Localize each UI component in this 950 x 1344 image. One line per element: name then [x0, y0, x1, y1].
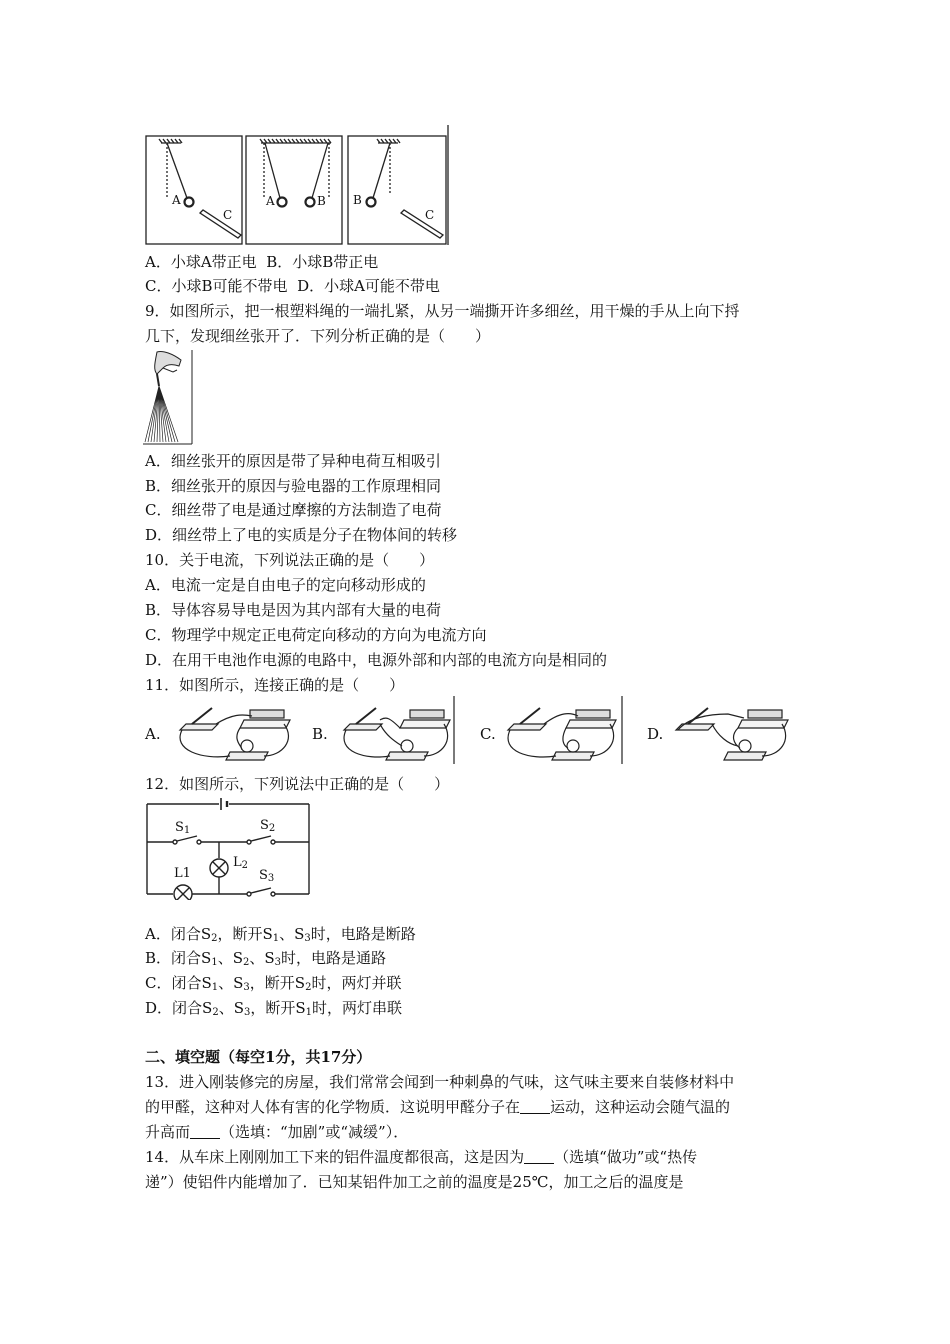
q10-option-c: C．物理学中规定正电荷定向移动的方向为电流方向 — [145, 626, 487, 644]
q14-line1 — [145, 1147, 697, 1167]
q12-b-s1: 1 — [211, 957, 218, 968]
q14-line1-part2: （选填“做功”或“热传 — [554, 1148, 698, 1166]
q12-d-t4: 时，两灯串联 — [312, 999, 403, 1017]
q12-option-c — [145, 973, 401, 998]
q12-circuit — [143, 796, 313, 900]
q9-option-d: D．细丝带上了电的实质是分子在物体间的转移 — [145, 526, 458, 544]
q12-stem: 12．如图所示，下列说法中正确的是（ ） — [145, 775, 450, 793]
q12-s3-sub: 3 — [267, 873, 275, 884]
q12-l2-sub: 2 — [241, 860, 249, 871]
q13-line3 — [145, 1122, 408, 1142]
q13-line3-part1: 升高而 — [145, 1123, 191, 1141]
q13-line2-part1: 的甲醛，这种对人体有害的化学物质．这说明甲醛分子在 — [145, 1098, 521, 1116]
q14-blank-1[interactable] — [524, 1149, 554, 1164]
q8-label-b2: B — [317, 194, 326, 208]
q12-c-s1: 1 — [211, 982, 219, 993]
q12-a-t1: A．闭合S — [145, 925, 212, 943]
q14-line2: 递”）使铝件内能增加了．已知某铝件加工之前的温度是25℃，加工之后的温度是 — [145, 1173, 684, 1191]
q9-option-c: C．细丝带了电是通过摩擦的方法制造了电荷 — [145, 501, 442, 519]
section-2-title: 二、填空题（每空1分，共17分） — [145, 1048, 372, 1066]
q12-c-s2: 3 — [243, 982, 250, 993]
q12-s3-letter: S — [259, 868, 268, 883]
q8-option-d: D．小球A可能不带电 — [297, 277, 440, 295]
q8-option-c: C．小球B可能不带电 — [145, 277, 288, 295]
q12-d-t1: D．闭合S — [145, 999, 213, 1017]
q11-circuit-a — [172, 700, 294, 766]
q8-label-b3: B — [353, 193, 362, 207]
q13-blank-2[interactable] — [190, 1124, 220, 1139]
q9-figure — [143, 350, 195, 445]
q12-a-s2: 1 — [272, 933, 280, 944]
q12-d-t3: ，断开S — [250, 999, 306, 1017]
q12-b-t2: 、S — [217, 949, 243, 967]
q9-option-b: B．细丝张开的原因与验电器的工作原理相同 — [145, 477, 442, 495]
q12-label-l2 — [233, 855, 248, 871]
q12-d-s1: 2 — [212, 1007, 219, 1018]
q12-b-s2: 2 — [242, 957, 250, 968]
q12-s2-letter: S — [260, 818, 269, 833]
q10-option-d: D．在用干电池作电源的电路中，电源外部和内部的电流方向是相同的 — [145, 651, 608, 669]
q12-d-s2: 3 — [243, 1007, 251, 1018]
q9-stem-line2: 几下，发现细丝张开了．下列分析正确的是（ ） — [145, 327, 491, 345]
q13-line2 — [145, 1097, 730, 1117]
q12-c-t1: C．闭合S — [145, 974, 212, 992]
q12-c-t3: ，断开S — [249, 974, 306, 992]
q12-option-d — [145, 998, 402, 1023]
q10-option-a: A．电流一定是自由电子的定向移动形成的 — [145, 576, 426, 594]
q12-d-s3: 1 — [305, 1007, 312, 1018]
q8-option-b: B．小球B带正电 — [266, 253, 379, 271]
q12-c-s3: 2 — [305, 982, 312, 993]
q8-label-c1: C — [223, 208, 233, 222]
q11-circuit-c — [500, 696, 625, 766]
q13-line3-part2: （选填：“加剧”或“减缓”）． — [220, 1123, 409, 1141]
q12-s1-letter: S — [175, 820, 184, 835]
q12-label-l1: L1 — [174, 866, 191, 881]
q12-label-s3 — [259, 868, 274, 884]
q12-b-t3: 、S — [249, 949, 275, 967]
q12-a-s1: 2 — [211, 933, 218, 944]
q12-b-t1: B．闭合S — [145, 949, 212, 967]
q11-circuit-d — [668, 700, 792, 766]
q8-label-a1: A — [172, 193, 181, 207]
q11-option-a-label: A. — [145, 725, 161, 743]
q13-line2-part2: 运动，这种运动会随气温的 — [550, 1098, 731, 1116]
q12-option-b — [145, 948, 386, 973]
q10-option-b: B．导体容易导电是因为其内部有大量的电荷 — [145, 601, 442, 619]
q8-option-ab — [145, 252, 378, 272]
q12-a-t3: 、S — [279, 925, 305, 943]
q8-option-a: A．小球A带正电 — [145, 253, 257, 271]
q8-figure — [145, 125, 450, 247]
q12-a-t2: ，断开S — [217, 925, 273, 943]
q14-line1-part1: 14．从车床上刚刚加工下来的铝件温度都很高，这是因为 — [145, 1148, 525, 1166]
q12-l2-letter: L — [233, 855, 242, 870]
q8-label-a2: A — [266, 194, 275, 208]
q11-option-d-label: D. — [647, 725, 664, 743]
q9-option-a: A．细丝张开的原因是带了异种电荷互相吸引 — [145, 452, 441, 470]
q12-a-s3: 3 — [304, 933, 311, 944]
q8-label-c3: C — [425, 208, 435, 222]
q13-blank-1[interactable] — [520, 1099, 550, 1114]
q13-line1: 13．进入刚装修完的房屋，我们常常会闻到一种刺鼻的气味，这气味主要来自装修材料中 — [145, 1073, 735, 1091]
q11-option-b-label: B. — [312, 725, 328, 743]
q12-s1-sub: 1 — [183, 825, 191, 836]
q11-circuit-b — [336, 696, 458, 766]
q12-option-a — [145, 924, 416, 949]
q11-option-c-label: C. — [480, 725, 496, 743]
q12-b-s3: 3 — [274, 957, 281, 968]
q12-c-t2: 、S — [218, 974, 244, 992]
q12-d-t2: 、S — [218, 999, 244, 1017]
q12-s2-sub: 2 — [268, 823, 276, 834]
q11-stem: 11．如图所示，连接正确的是（ ） — [145, 676, 405, 694]
q12-b-t4: 时，电路是通路 — [281, 949, 387, 967]
q12-c-t4: 时，两灯并联 — [311, 974, 402, 992]
q12-label-s1 — [175, 820, 190, 836]
q10-stem: 10．关于电流，下列说法正确的是（ ） — [145, 551, 435, 569]
q12-a-t4: 时，电路是断路 — [310, 925, 416, 943]
q8-option-cd — [145, 276, 440, 296]
q9-stem-line1: 9．如图所示，把一根塑料绳的一端扎紧，从另一端撕开许多细丝，用干燥的手从上向下捋 — [145, 302, 740, 320]
q12-label-s2 — [260, 818, 275, 834]
